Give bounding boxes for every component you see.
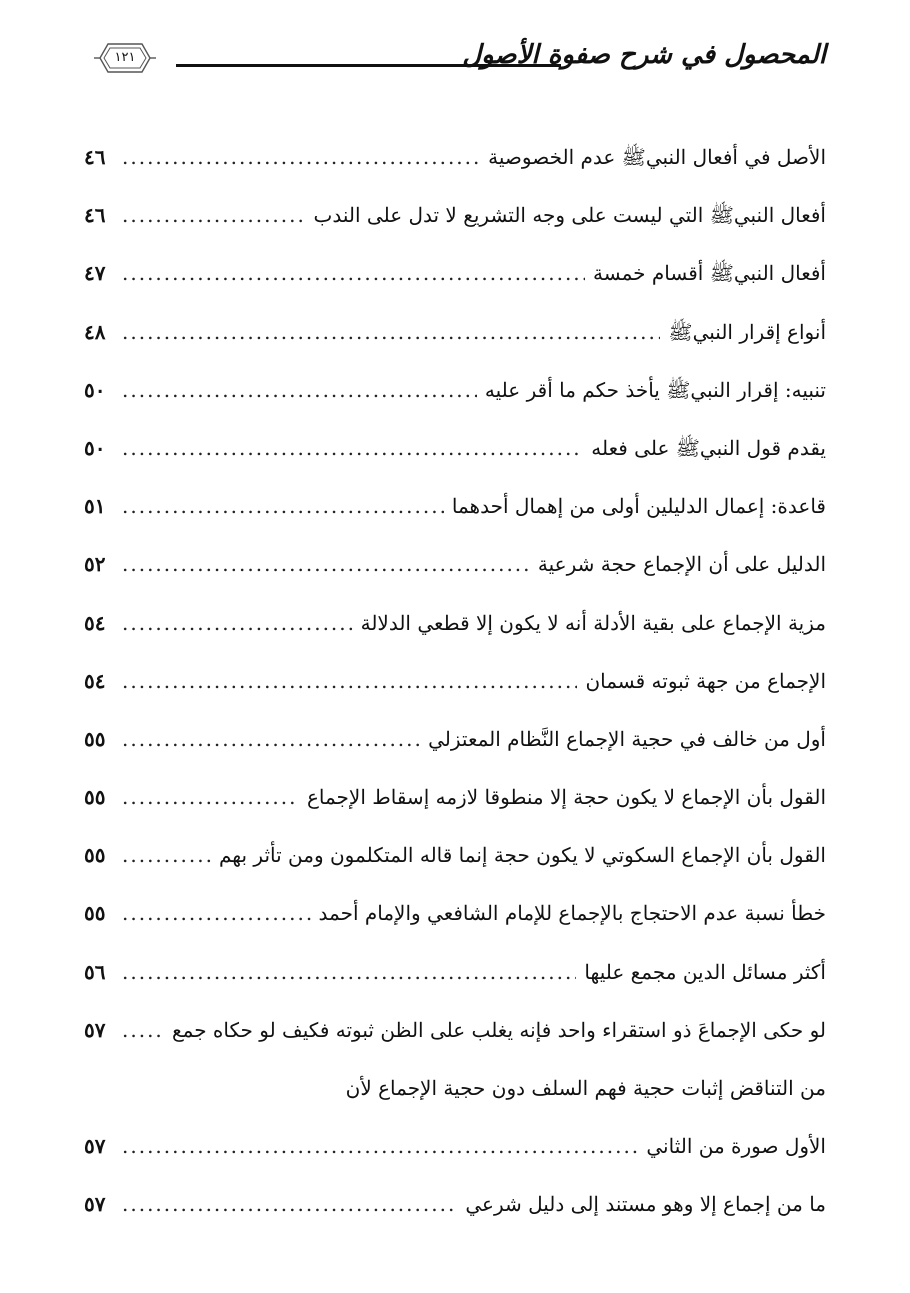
page-header <box>0 28 910 88</box>
toc-entry <box>84 1175 826 1233</box>
page-number: ١٢١ <box>114 50 136 65</box>
dot-leader <box>122 1117 638 1175</box>
toc-entry <box>84 884 826 942</box>
toc-entry-page: ٥٤ <box>84 610 106 635</box>
toc-entry-title: يقدم قول النبيﷺ على فعله <box>591 435 826 460</box>
toc-entry-page: ٥٥ <box>84 901 106 926</box>
dot-leader <box>122 128 480 186</box>
toc-entry-title: أنواع إقرار النبيﷺ <box>668 319 826 344</box>
toc-entry <box>84 768 826 826</box>
toc-entry-page: ٥٦ <box>84 959 106 984</box>
dot-leader <box>122 652 577 710</box>
toc-entry-page: ٥٥ <box>84 726 106 751</box>
toc-entry-page: ٥٥ <box>84 843 106 868</box>
toc-entry <box>84 710 826 768</box>
dot-leader <box>122 244 585 302</box>
toc-entry <box>84 1001 826 1059</box>
toc-entry <box>84 943 826 1001</box>
toc-entry-title: تنبيه: إقرار النبيﷺ يأخذ حكم ما أقر عليه <box>484 377 826 402</box>
toc-entry <box>84 826 826 884</box>
toc-entry-page: ٥٧ <box>84 1017 106 1042</box>
dot-leader <box>122 884 311 942</box>
toc-entry-page: ٥٢ <box>84 552 106 577</box>
dot-leader <box>122 826 211 884</box>
dot-leader <box>122 186 306 244</box>
toc-entry-title: أكثر مسائل الدين مجمع عليها <box>584 959 826 984</box>
toc-entry <box>84 419 826 477</box>
toc-entry <box>84 244 826 302</box>
toc-entry-title: أول من خالف في حجية الإجماع النَّظام المعتزلي <box>428 726 826 751</box>
toc-entry-page: ٥٥ <box>84 785 106 810</box>
toc-entry <box>84 303 826 361</box>
toc-entry-page: ٥٠ <box>84 435 106 460</box>
dot-leader <box>122 361 477 419</box>
toc-entry-page: ٥٧ <box>84 1134 106 1159</box>
toc-entry-page: ٤٦ <box>84 203 106 228</box>
page-number-frame <box>94 40 156 76</box>
dot-leader <box>122 768 299 826</box>
toc-entry-page: ٥٤ <box>84 668 106 693</box>
toc-entry <box>84 186 826 244</box>
toc-entry-title: الدليل على أن الإجماع حجة شرعية <box>537 552 826 577</box>
book-title: المحصول في شرح صفوة الأصول <box>462 40 826 70</box>
toc-entry-title: من التناقض إثبات حجية فهم السلف دون حجية الإجماع لأن <box>345 1076 826 1100</box>
toc-entry <box>84 361 826 419</box>
toc-entry-title: ما من إجماع إلا وهو مستند إلى دليل شرعي <box>465 1192 826 1217</box>
dot-leader <box>122 943 576 1001</box>
dot-leader <box>122 594 353 652</box>
toc-entry <box>84 1117 826 1175</box>
toc-entry <box>84 128 826 186</box>
dot-leader <box>122 1175 457 1233</box>
toc-entry-title: قاعدة: إعمال الدليلين أولى من إهمال أحدهما <box>451 494 826 519</box>
toc-entry-continuation <box>84 1059 826 1117</box>
toc-entry <box>84 594 826 652</box>
toc-entry <box>84 652 826 710</box>
toc-entry-page: ٤٦ <box>84 145 106 169</box>
toc-entry-title: الأول صورة من الثاني <box>646 1134 826 1159</box>
dot-leader <box>122 419 583 477</box>
toc-entry-page: ٤٧ <box>84 261 106 286</box>
toc-entry-title: الإجماع من جهة ثبوته قسمان <box>585 668 826 693</box>
dot-leader <box>122 303 660 361</box>
toc-entry-title: القول بأن الإجماع السكوتي لا يكون حجة إنما قاله المتكلمون ومن تأثر بهم <box>218 843 826 868</box>
toc-entry-page: ٥١ <box>84 494 106 519</box>
toc-entry <box>84 535 826 593</box>
toc-entry-page: ٤٨ <box>84 319 106 344</box>
table-of-contents <box>84 128 826 1234</box>
dot-leader <box>122 535 530 593</box>
toc-entry-title: مزية الإجماع على بقية الأدلة أنه لا يكون إلا قطعي الدلالة <box>360 610 826 635</box>
toc-entry-page: ٥٧ <box>84 1192 106 1217</box>
dot-leader <box>122 710 420 768</box>
dot-leader <box>122 1001 164 1059</box>
toc-entry-title: خطأ نسبة عدم الاحتجاج بالإجماع للإمام الشافعي والإمام أحمد <box>318 901 826 926</box>
toc-entry-title: أفعال النبيﷺ التي ليست على وجه التشريع لا تدل على الندب <box>313 203 826 228</box>
toc-entry-title: أفعال النبيﷺ أقسام خمسة <box>593 261 826 286</box>
toc-entry-title: الأصل في أفعال النبيﷺ عدم الخصوصية <box>488 145 826 169</box>
toc-entry-page: ٥٠ <box>84 377 106 402</box>
toc-entry <box>84 477 826 535</box>
toc-entry-title: لو حكى الإجماعَ ذو استقراء واحد فإنه يغلب على الظن ثبوته فكيف لو حكاه جمع <box>172 1017 826 1042</box>
toc-entry-title: القول بأن الإجماع لا يكون حجة إلا منطوقا لازمه إسقاط الإجماع <box>306 785 826 810</box>
dot-leader <box>122 477 444 535</box>
